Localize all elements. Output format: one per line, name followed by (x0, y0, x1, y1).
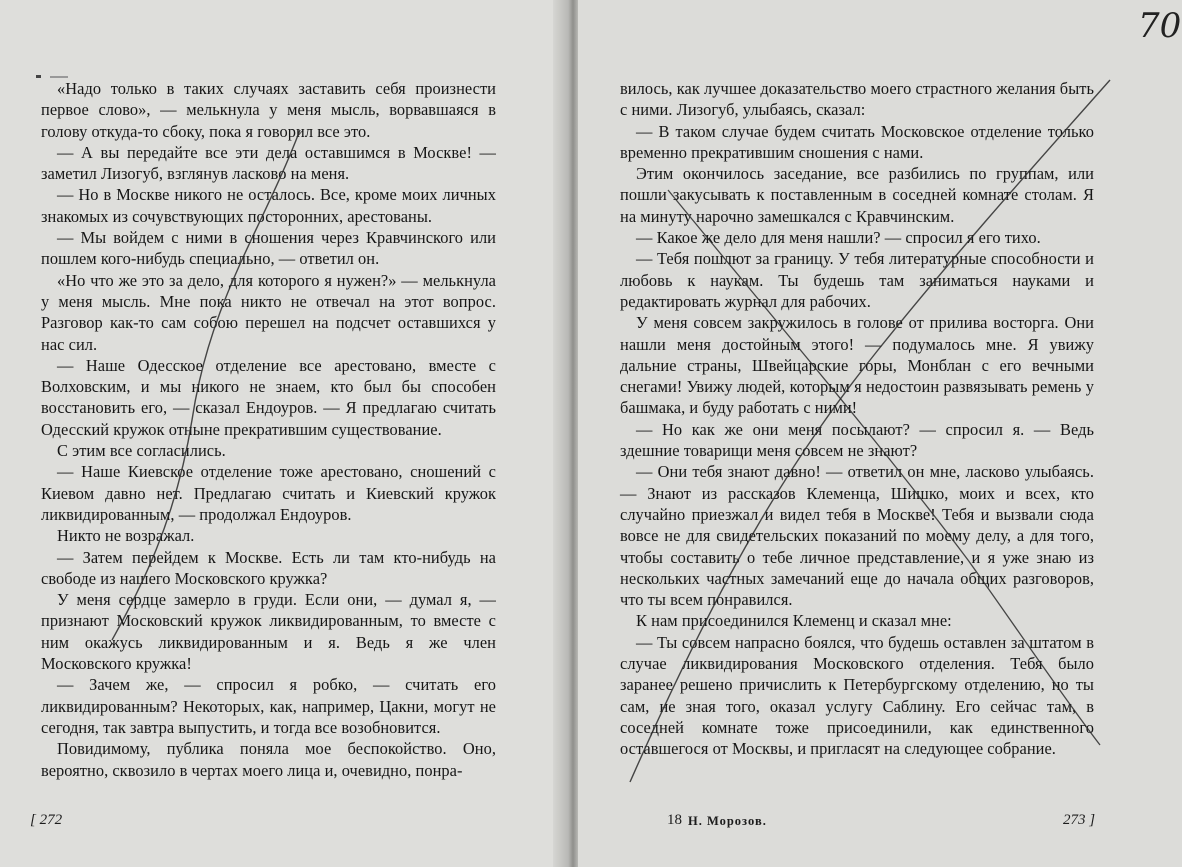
paragraph: — В таком случае будем считать Московское отделение только временно прекратившим сношения с нами. (620, 121, 1094, 162)
paragraph: Повидимому, публика поняла мое беспокойство. Оно, вероятно, сквозило в чертах моего лица и, очевидно, понра- (41, 739, 496, 780)
paragraph: вилось, как лучшее доказательство моего страстного желания быть с ними. Лизогуб, улыбаясь, сказал: (620, 79, 1094, 120)
right-page (578, 0, 1182, 867)
paragraph: — А вы передайте все эти дела оставшимся в Москве! — заметил Лизогуб, взглянув ласково на меня. (41, 142, 496, 184)
paragraph: «Но что же это за дело, для которого я нужен?» — мелькнула у меня мысль. Мне пока никто не отвечал на этот вопрос. Разговор как-то сам собою перешел на подсчет оставшихся у нас сил. (41, 270, 496, 354)
paragraph: — Наше Киевское отделение тоже арестовано, сношений с Киевом давно нет. Предлагаю считать и Киевский кружок ликвидированным, — продолжал Ендоуров. (41, 462, 496, 524)
paragraph: — Ты совсем напрасно боялся, что будешь оставлен за штатом в случае ликвидирования Московского отделения. Тебя было заранее решено причислить к Петербургскому отделению, но ты сам, не зная того, оказал услугу Саблину. Его сейчас там, в соседней комнате тоже присоединили, как единственного оставшегося от Москвы, и пригласят на следующее собрание. (620, 632, 1094, 759)
paragraph: — Но как же они меня посылают? — спросил я. — Ведь здешние товарищи меня совсем не знают? (620, 419, 1094, 461)
paragraph: — Но в Москве никого не осталось. Все, кроме моих личных знакомых из сочувствующих посторонних, арестованы. (41, 185, 496, 226)
paragraph: С этим все согласились. (57, 441, 226, 461)
paragraph: — Затем перейдем к Москве. Есть ли там кто-нибудь на свободе из нашего Московского кружка? (41, 547, 496, 588)
paragraph: У меня сердце замерло в груди. Если они, — думал я, — признают Московский кружок ликвидированным, то вместе с ним окажусь ликвидированным и я. Ведь я же член Московского кружка! (41, 590, 496, 674)
handwritten-page-mark: 70 (1138, 6, 1182, 46)
page-number-right: 273 ] (1063, 812, 1096, 828)
paragraph: — Наше Одесское отделение все арестовано, вместе с Волховским, и мы никого не знаем, кто был бы способен восстановить его, — сказал Ендоуров. — Я предлагаю считать Одесский кружок отныне прекратившим существование. (41, 355, 496, 439)
paragraph: У меня совсем закружилось в голове от прилива восторга. Они нашли меня достойным этого! — подумалось мне. Я увижу дальние страны, Швейцарские горы, Монблан с его вечными снегами! Увижу людей, которым я недостоин развязывать ремень у башмака, и буду работать с ними! (620, 313, 1094, 418)
page-number-left: [ 272 (30, 812, 63, 828)
paragraph: — Мы войдем с ними в сношения через Кравчинского или пошлем кого-нибудь специально, — ответил он. (41, 228, 496, 269)
paragraph: «Надо только в таких случаях заставить себя произнести первое слово», — мелькнула у меня мысль, ворвавшаяся в голову откуда-то сбоку, пока я говорил все это. (41, 79, 496, 141)
paragraph: Никто не возражал. (57, 526, 195, 546)
paragraph: Этим окончилось заседание, все разбились по группам, или пошли закусывать к поставленным в соседней комнате столам. Я на минуту нарочно замешкался с Кравчинским. (620, 164, 1094, 226)
paragraph: — Какое же дело для меня нашли? — спросил я его тихо. (636, 228, 1041, 248)
paragraph: — Они тебя знают давно! — ответил он мне, ласково улыбаясь. — Знают из рассказов Клеменца, Шишко, моих и всех, кто случайно приезжал и видел тебя в Москве! Тебя и вызвали сюда вовсе не для свидетельских показаний по моему делу, а для того, чтобы составить о тебе личное представление, и я уже знаю из нескольких частных замечаний еще до начала общих разговоров, что ты всем понравился. (620, 462, 1094, 610)
paragraph: — Тебя пошлют за границу. У тебя литературные способности и любовь к наукам. Ты будешь там заниматься науками и редактировать журнал для рабочих. (620, 249, 1094, 311)
paragraph: К нам присоединился Клеменц и сказал мне: (636, 611, 952, 631)
left-page (0, 0, 570, 867)
paragraph: — Зачем же, — спросил я робко, — считать его ликвидированным? Некоторых, как, например, Цакни, могут не сегодня, так завтра выпустить, и тогда все возобновится. (41, 675, 496, 737)
left-page-text (41, 78, 496, 781)
right-page-text (620, 78, 1094, 760)
signature-number: 18 (667, 812, 682, 828)
signature-author: Н. Морозов. (688, 814, 767, 828)
